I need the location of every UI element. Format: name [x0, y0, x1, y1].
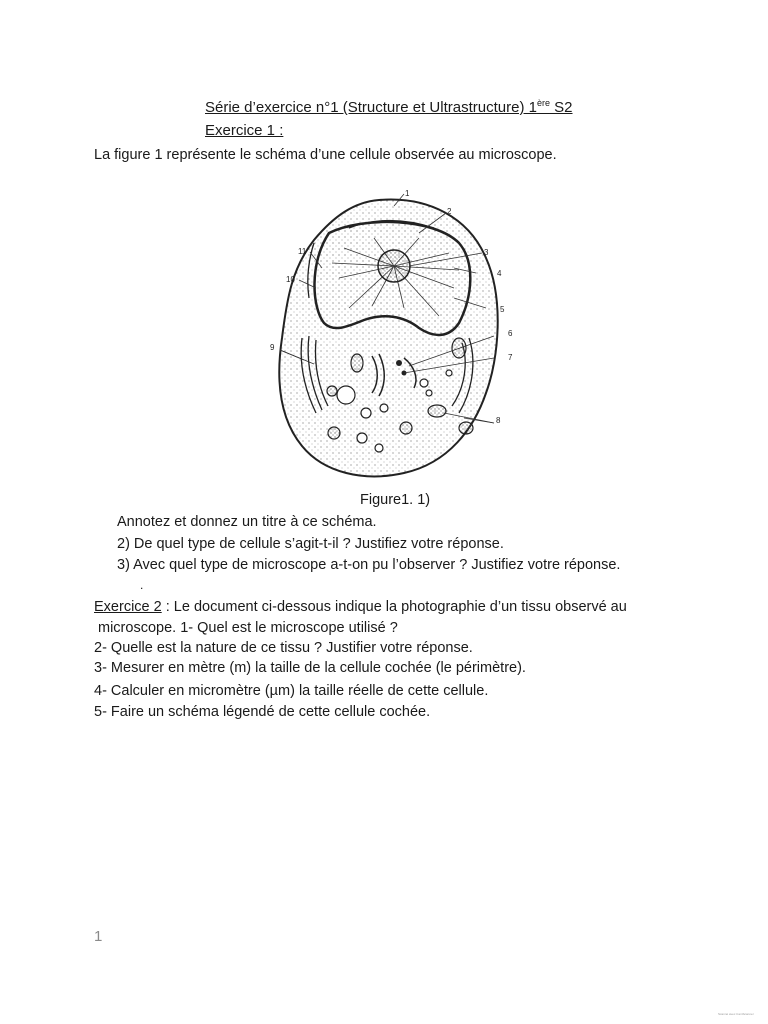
figure-label: 6	[508, 329, 513, 338]
exercise2-question-4: 4- Calculer en micromètre (µm) la taille réelle de cette cellule.	[94, 683, 489, 699]
figure-label: 1	[405, 189, 410, 198]
exercise2-question-2: 2- Quelle est la nature de ce tissu ? Justifier votre réponse.	[94, 640, 473, 656]
exercise1-intro: La figure 1 représente le schéma d’une cellule observée au microscope.	[94, 147, 557, 163]
document-title: Série d’exercice n°1 (Structure et Ultrastructure) 1ère S2	[205, 98, 573, 116]
figure-caption: Figure1. 1)	[360, 492, 431, 508]
nucleolus	[378, 250, 410, 282]
exercise2-question-1: microscope. 1- Quel est le microscope utilisé ?	[98, 620, 398, 636]
exercise1-heading: Exercice 1 :	[205, 122, 284, 139]
figure-label: 7	[508, 353, 513, 362]
figure-label: 5	[500, 305, 505, 314]
figure-label: 2	[447, 207, 452, 216]
page-number: 1	[94, 928, 103, 945]
exercise1-question-2: 2) De quel type de cellule s’agit-t-il ? Justifiez votre réponse.	[117, 536, 504, 552]
exercise2-question-5: 5- Faire un schéma légendé de cette cellule cochée.	[94, 704, 431, 720]
exercise2-intro: Exercice 2 : Le document ci-dessous indique la photographie d’un tissu observé au	[94, 599, 627, 615]
figure-label: 11	[298, 247, 307, 256]
scanner-stamp: Scanné avec CamScanner	[718, 1012, 754, 1016]
exercise2-question-3: 3- Mesurer en mètre (m) la taille de la cellule cochée (le périmètre).	[94, 660, 526, 676]
figure-label: 4	[497, 269, 502, 278]
cell-diagram-figure	[254, 188, 514, 488]
exercise2-heading: Exercice 2	[94, 599, 162, 615]
figure-label: 3	[484, 248, 489, 257]
figure-label: 10	[286, 275, 295, 284]
exercise1-question-1: Annotez et donnez un titre à ce schéma.	[117, 514, 377, 530]
exercise1-question-3: 3) Avec quel type de microscope a-t-on pu l’observer ? Justifiez votre réponse.	[117, 557, 621, 573]
figure-label: 9	[270, 343, 275, 352]
stray-dot: .	[140, 578, 144, 592]
figure-label: 8	[496, 416, 501, 425]
